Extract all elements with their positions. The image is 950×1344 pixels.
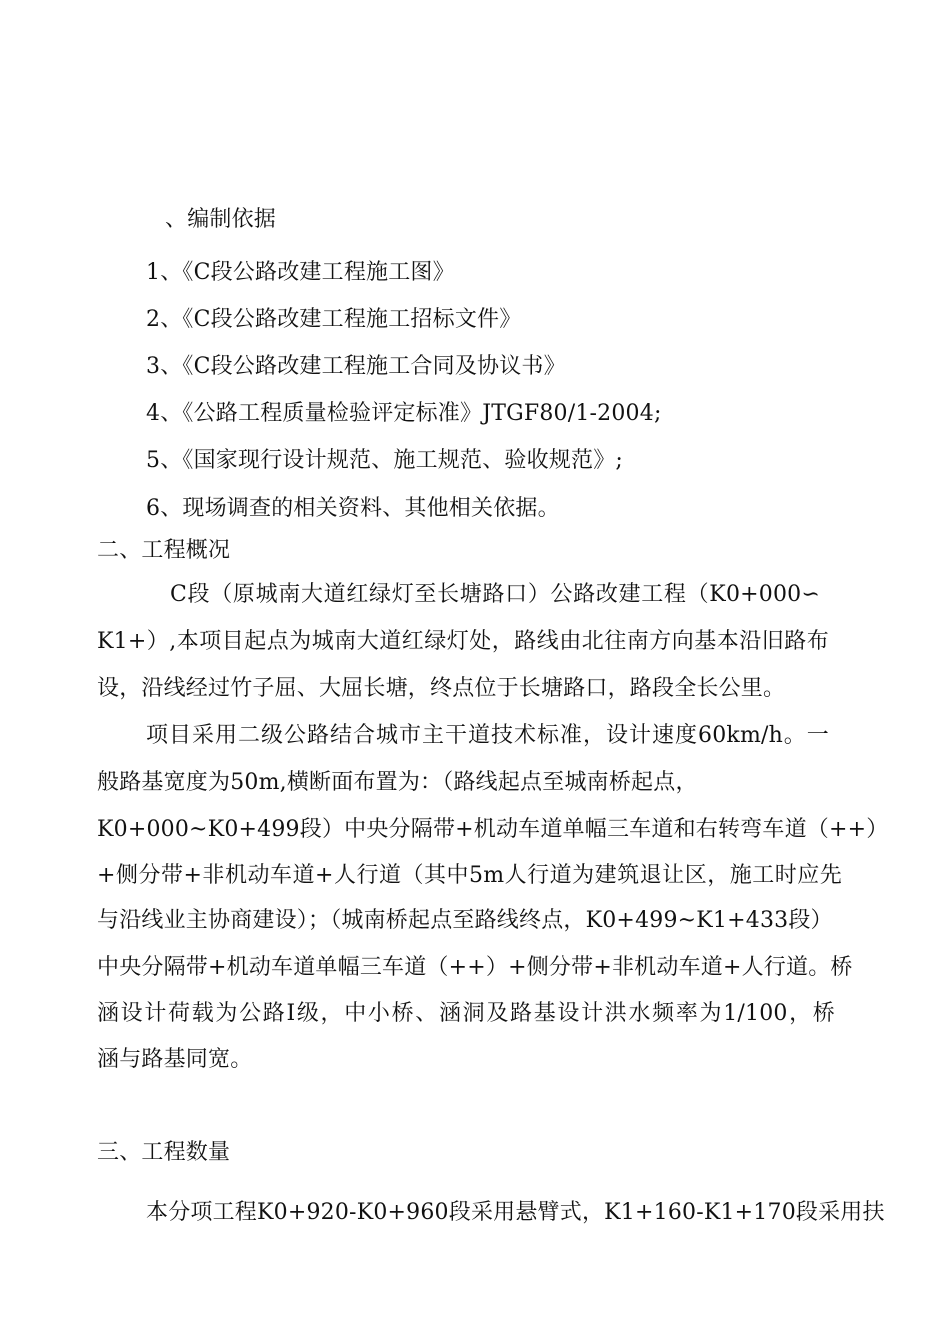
overview-para2-line1: 项目采用二级公路结合城市主干道技术标准，设计速度60km/h。一 [146,723,829,748]
overview-para1-line2: K1+）,本项目起点为城南大道红绿灯处，路线由北往南方向基本沿旧路布 [97,629,829,654]
overview-para2-line4: +侧分带+非机动车道+人行道（其中5m人行道为建筑退让区，施工时应先 [97,863,842,888]
overview-para1-line3: 设，沿线经过竹子屈、大屈长塘，终点位于长塘路口，路段全长公里。 [97,676,786,701]
overview-para1-line1: C段（原城南大道红绿灯至长塘路口）公路改建工程（K0+000∽ [170,582,820,607]
basis-item-3: 3、《C段公路改建工程施工合同及协议书》 [146,354,566,379]
basis-item-1: 1、《C段公路改建工程施工图》 [146,260,455,285]
overview-para2-line7: 涵设计荷载为公路Ⅰ级，中小桥、涵洞及路基设计洪水频率为1/100，桥 [97,1001,835,1026]
section-quantity-heading: 三、工程数量 [97,1140,231,1165]
overview-para2-line8: 涵与路基同宽。 [97,1047,253,1072]
section-overview-heading: 二、工程概况 [97,538,231,563]
basis-item-2: 2、《C段公路改建工程施工招标文件》 [146,307,522,332]
basis-item-4: 4、《公路工程质量检验评定标准》JTGF80/1-2004; [146,401,662,426]
overview-para2-line6: 中央分隔带+机动车道单幅三车道（++）+侧分带+非机动车道+人行道。桥 [97,955,853,980]
overview-para2-line5: 与沿线业主协商建设）；（城南桥起点至路线终点，K0+499~K1+433段） [97,908,833,933]
overview-para2-line2: 般路基宽度为50m,横断面布置为：（路线起点至城南桥起点， [97,770,698,795]
quantity-para1-line1: 本分项工程K0+920-K0+960段采用悬臂式，K1+160-K1+170段采用扶 [146,1200,885,1225]
basis-item-5: 5、《国家现行设计规范、施工规范、验收规范》; [146,448,624,473]
section-basis-heading: 、编制依据 [165,207,277,232]
overview-para2-line3: K0+000~K0+499段）中央分隔带+机动车道单幅三车道和右转弯车道（++） [97,817,889,842]
basis-item-6: 6、现场调查的相关资料、其他相关依据。 [146,496,560,521]
